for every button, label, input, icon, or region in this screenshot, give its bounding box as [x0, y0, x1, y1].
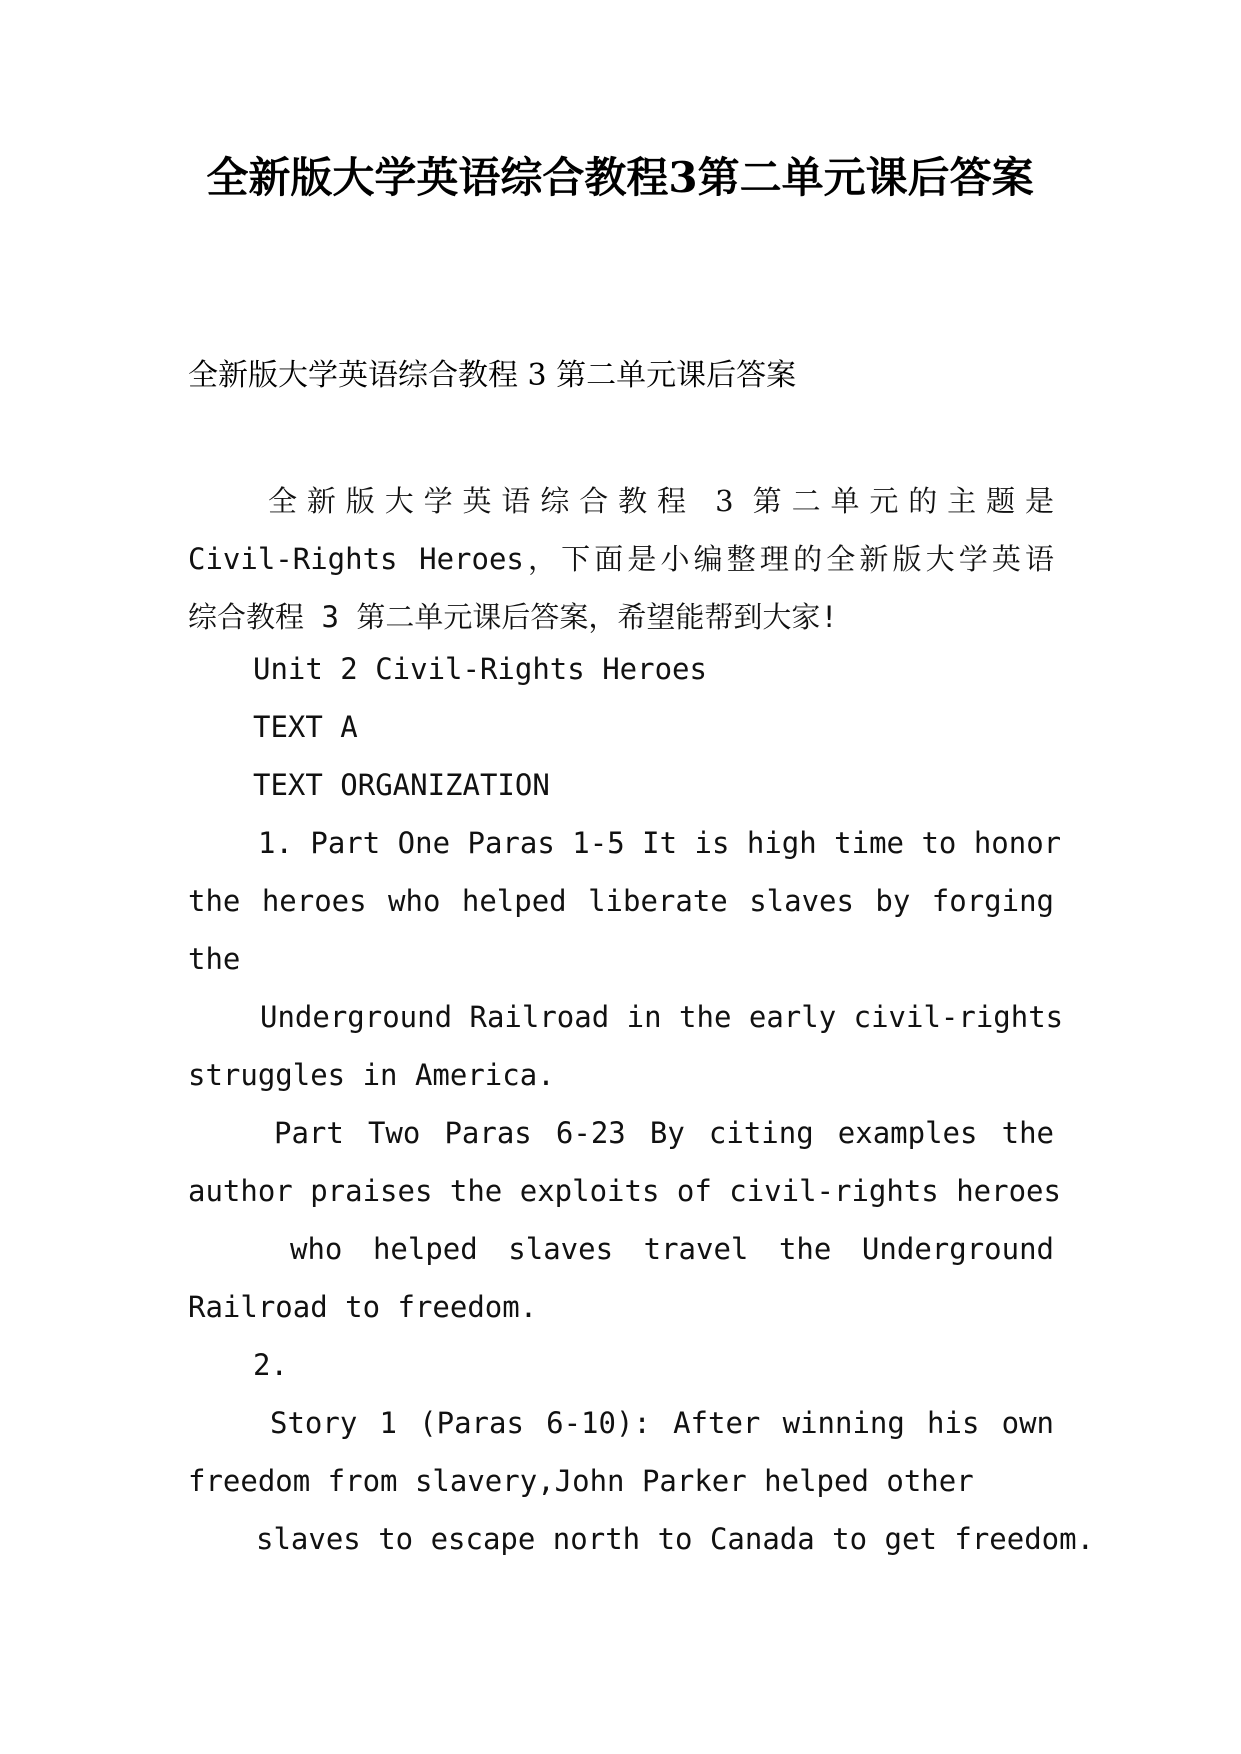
organization-heading: TEXT ORGANIZATION — [253, 768, 550, 802]
part-two-line-1: Part Two Paras 6-23 By citing examples the — [274, 1116, 1054, 1150]
intro-line-2: Civil-Rights Heroes，下面是小编整理的全新版大学英语 — [188, 542, 1054, 576]
item1-line-2: the heroes who helped liberate slaves by forging — [188, 884, 1054, 918]
part-two-line-3: who helped slaves travel the Underground — [290, 1232, 1054, 1266]
item1-line-1: 1. Part One Paras 1-5 It is high time to honor — [258, 826, 1062, 860]
text-heading: TEXT A — [253, 710, 358, 744]
part-two-line-2: author praises the exploits of civil-rights heroes — [188, 1174, 1061, 1208]
document-subtitle: 全新版大学英语综合教程 3 第二单元课后答案 — [188, 358, 797, 393]
item1-line-3: the — [188, 942, 241, 976]
story1-line-2: freedom from slavery,John Parker helped other — [188, 1464, 974, 1498]
document-title: 全新版大学英语综合教程3第二单元课后答案 — [206, 153, 1034, 202]
story1-line-3: slaves to escape north to Canada to get freedom. — [256, 1522, 1095, 1556]
unit-heading: Unit 2 Civil-Rights Heroes — [253, 652, 707, 686]
item1-line-4: Underground Railroad in the early civil-rights — [260, 1000, 1064, 1034]
intro-line-3: 综合教程 3 第二单元课后答案，希望能帮到大家! — [188, 600, 838, 634]
part-two-line-4: Railroad to freedom. — [188, 1290, 538, 1324]
story1-line-1: Story 1 (Paras 6-10): After winning his own — [270, 1406, 1054, 1440]
intro-line-1: 全新版大学英语综合教程 3 第二单元的主题是 — [268, 484, 1054, 518]
item1-line-5: struggles in America. — [188, 1058, 555, 1092]
item2-number: 2. — [253, 1348, 288, 1382]
